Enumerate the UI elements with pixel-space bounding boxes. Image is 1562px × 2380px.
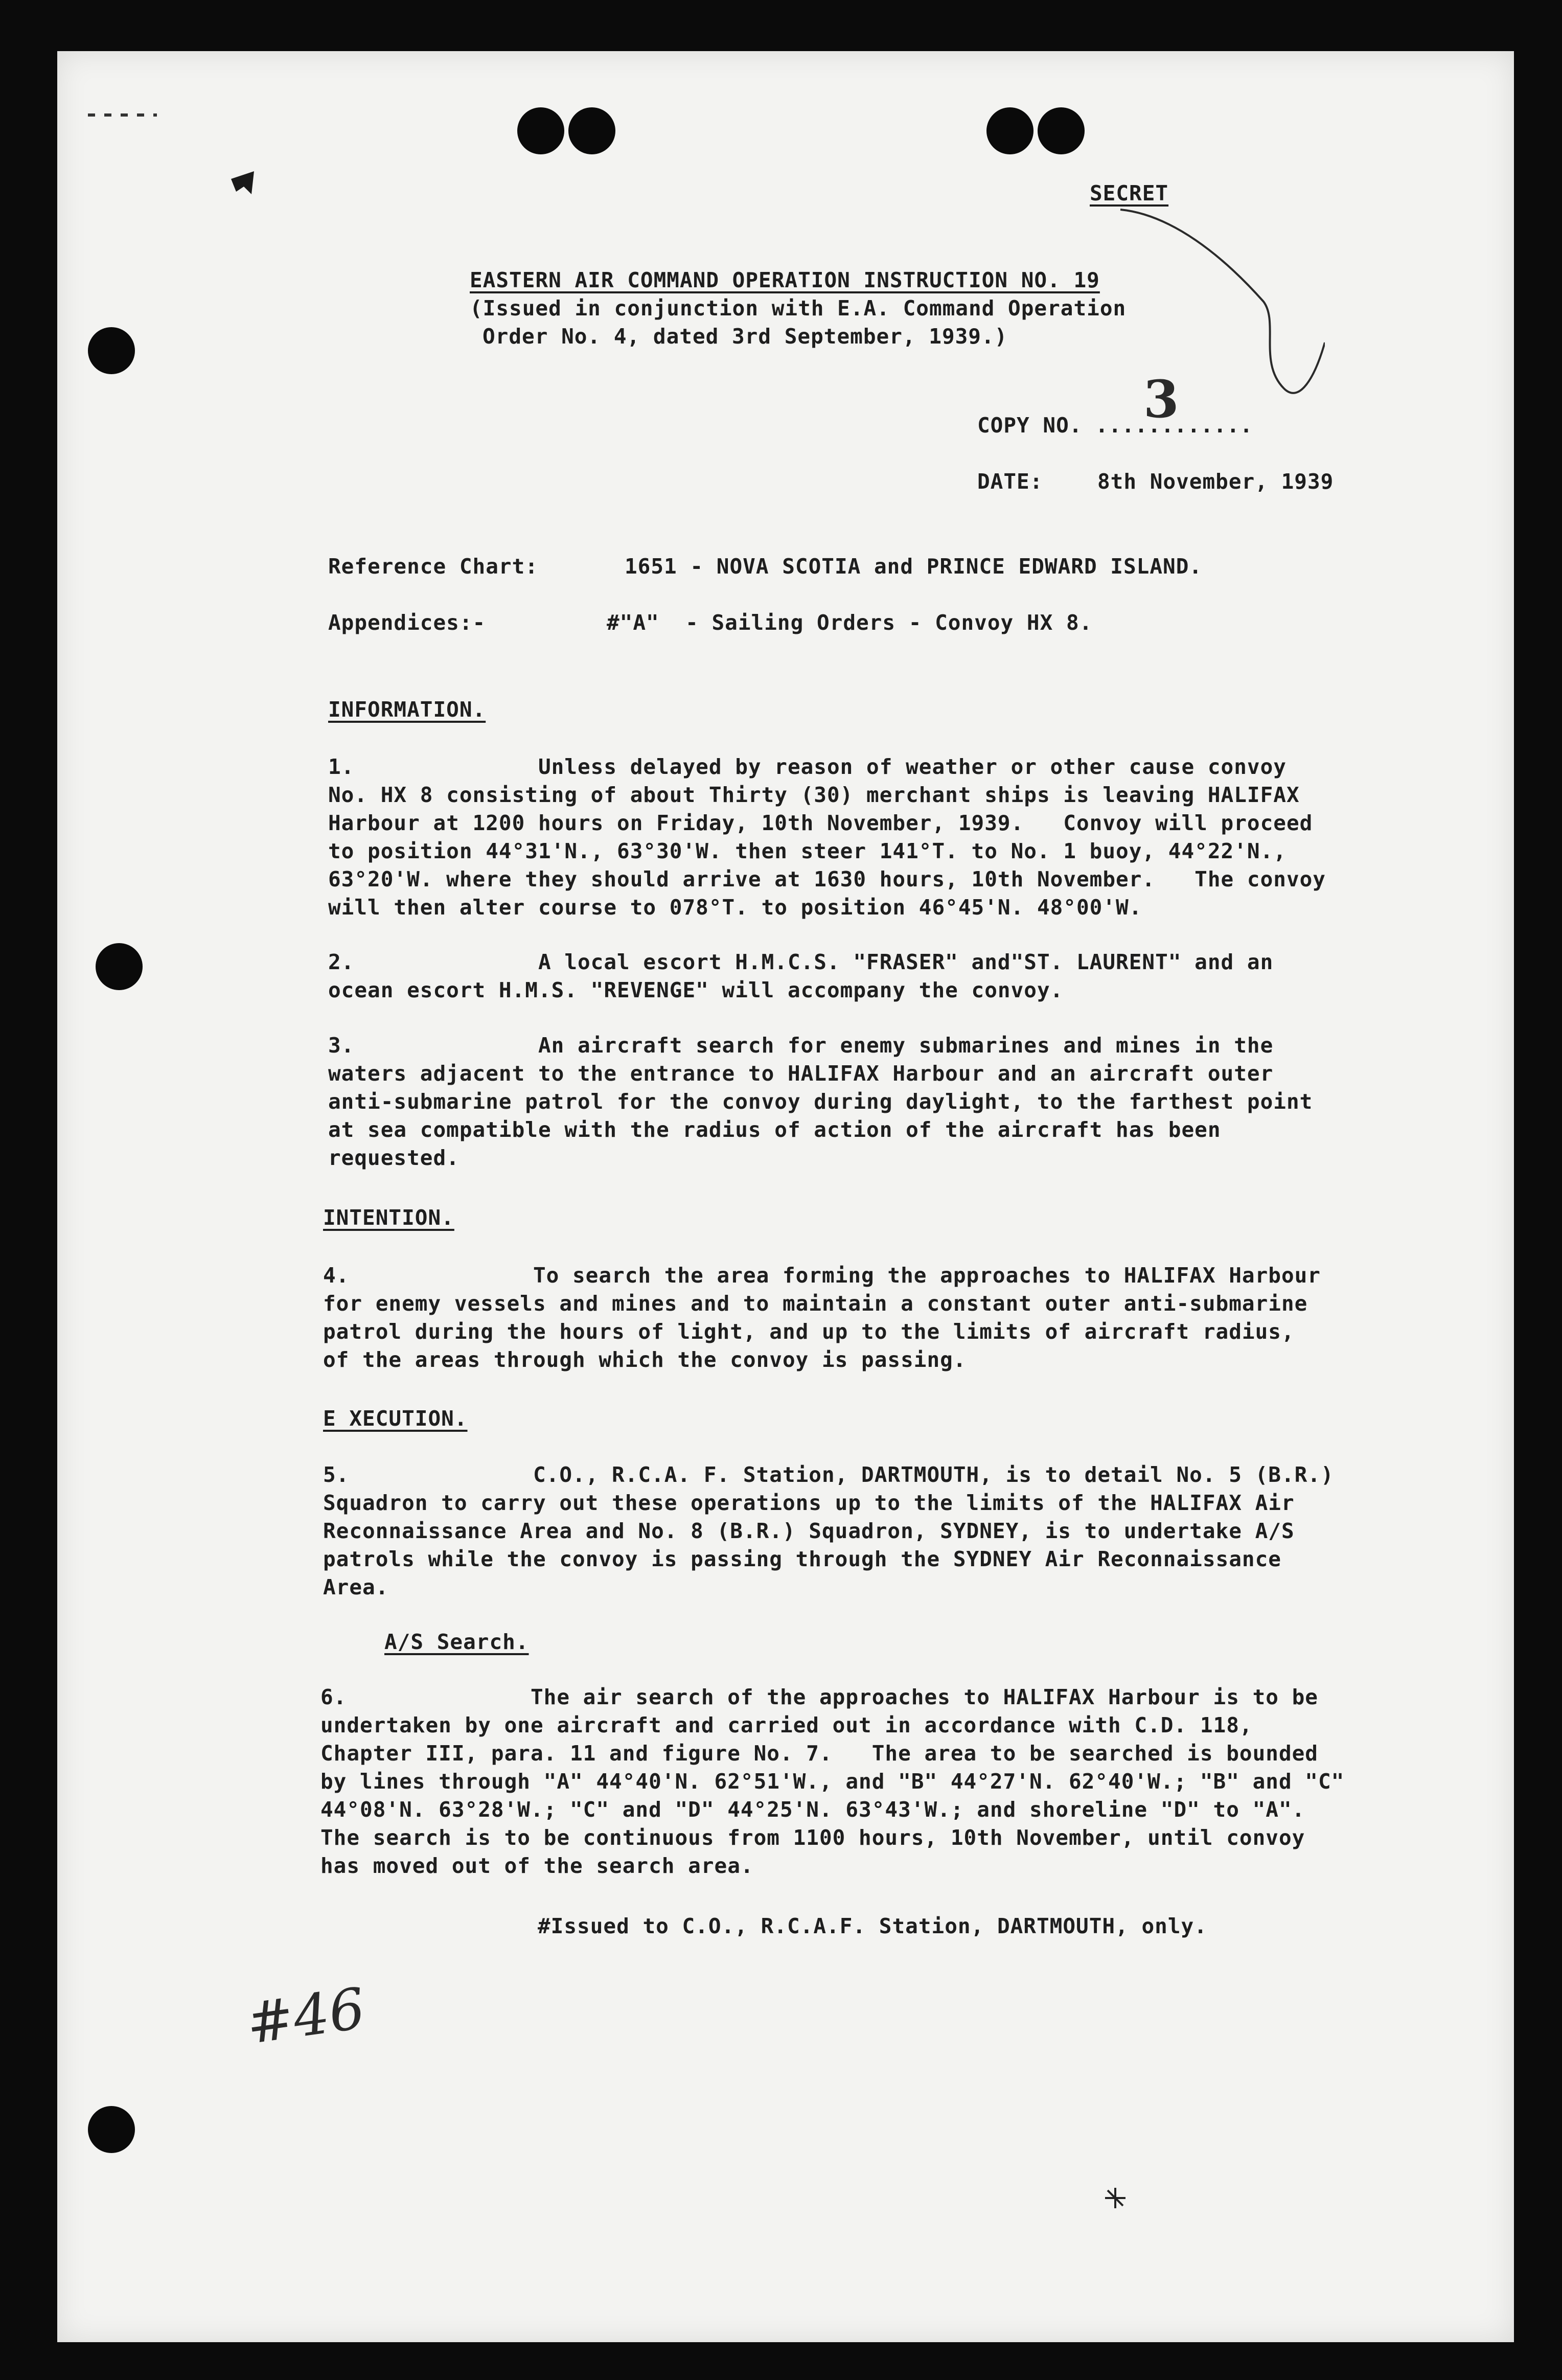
punch-hole — [1038, 107, 1085, 154]
paragraph-line: 6. The air search of the approaches to HALIFAX Harbour is to be — [320, 1685, 1318, 1709]
paragraph-line: ocean escort H.M.S. "REVENGE" will accompany the convoy. — [328, 978, 1064, 1002]
subsection-heading-as-search: A/S Search. — [384, 1630, 529, 1654]
document-title: EASTERN AIR COMMAND OPERATION INSTRUCTION NO. 19 — [470, 268, 1100, 292]
appendices-value: #"A" - Sailing Orders - Convoy HX 8. — [607, 610, 1093, 635]
paragraph-line: 3. An aircraft search for enemy submarines and mines in the — [328, 1033, 1274, 1058]
handwritten-loop-mark — [1110, 194, 1325, 424]
punch-hole — [88, 2106, 135, 2153]
paragraph-line: for enemy vessels and mines and to maintain a constant outer anti-submarine — [323, 1291, 1308, 1316]
document-subtitle-line: (Issued in conjunction with E.A. Command Operation — [470, 296, 1127, 321]
distribution-footnote: #Issued to C.O., R.C.A.F. Station, DARTMOUTH, only. — [538, 1914, 1207, 1938]
document-page — [57, 51, 1514, 2342]
scan-mark-dash — [85, 110, 162, 120]
document-subtitle-line: Order No. 4, dated 3rd September, 1939.) — [483, 324, 1008, 349]
reference-chart-value: 1651 - NOVA SCOTIA and PRINCE EDWARD ISLAND. — [625, 554, 1203, 579]
paragraph-line: 4. To search the area forming the approaches to HALIFAX Harbour — [323, 1263, 1321, 1288]
section-heading-execution: E XECUTION. — [323, 1406, 468, 1431]
section-heading-intention: INTENTION. — [323, 1205, 454, 1230]
paragraph-line: at sea compatible with the radius of action of the aircraft has been — [328, 1117, 1221, 1142]
paragraph-line: The search is to be continuous from 1100 hours, 10th November, until convoy — [320, 1825, 1305, 1850]
paragraph-line: 63°20'W. where they should arrive at 1630 hours, 10th November. The convoy — [328, 867, 1326, 891]
ink-speck-mark — [1100, 2183, 1131, 2213]
date-label: DATE: — [977, 469, 1043, 494]
classification-marking: SECRET — [1090, 181, 1169, 205]
paragraph-line: waters adjacent to the entrance to HALIFAX Harbour and an aircraft outer — [328, 1061, 1274, 1086]
paragraph-line: Squadron to carry out these operations up to the limits of the HALIFAX Air — [323, 1491, 1295, 1515]
paragraph-line: Area. — [323, 1575, 389, 1599]
handwritten-annotation: #46 — [242, 1975, 369, 2057]
paragraph-line: requested. — [328, 1146, 460, 1170]
paragraph-line: of the areas through which the convoy is passing. — [323, 1347, 967, 1372]
punch-hole — [517, 107, 564, 154]
paragraph-line: 5. C.O., R.C.A. F. Station, DARTMOUTH, is to detail No. 5 (B.R.) — [323, 1462, 1334, 1487]
paragraph-line: 1. Unless delayed by reason of weather or other cause convoy — [328, 754, 1287, 779]
paragraph-line: 44°08'N. 63°28'W.; "C" and "D" 44°25'N. 63°43'W.; and shoreline "D" to "A". — [320, 1797, 1305, 1822]
paragraph-line: patrols while the convoy is passing through the SYDNEY Air Reconnaissance — [323, 1547, 1281, 1571]
reference-chart-label: Reference Chart: — [328, 554, 538, 579]
punch-hole — [88, 327, 135, 374]
paragraph-line: anti-submarine patrol for the convoy during daylight, to the farthest point — [328, 1089, 1313, 1114]
paragraph-line: patrol during the hours of light, and up to the limits of aircraft radius, — [323, 1319, 1295, 1344]
paragraph-line: will then alter course to 078°T. to position 46°45'N. 48°00'W. — [328, 895, 1142, 920]
paragraph-line: has moved out of the search area. — [320, 1853, 754, 1878]
paragraph-line: Harbour at 1200 hours on Friday, 10th November, 1939. Convoy will proceed — [328, 811, 1313, 835]
paragraph-line: by lines through "A" 44°40'N. 62°51'W., and "B" 44°27'N. 62°40'W.; "B" and "C" — [320, 1769, 1345, 1794]
copy-number-handwritten: 3 — [1143, 369, 1179, 429]
paragraph-line: 2. A local escort H.M.C.S. "FRASER" and"ST. LAURENT" and an — [328, 950, 1274, 974]
paragraph-line: Chapter III, para. 11 and figure No. 7. The area to be searched is bounded — [320, 1741, 1318, 1766]
ink-blot-mark — [228, 169, 259, 199]
section-heading-information: INFORMATION. — [328, 697, 486, 722]
punch-hole — [986, 107, 1033, 154]
paragraph-line: undertaken by one aircraft and carried out in accordance with C.D. 118, — [320, 1713, 1253, 1737]
punch-hole — [568, 107, 615, 154]
paragraph-line: Reconnaissance Area and No. 8 (B.R.) Squadron, SYDNEY, is to undertake A/S — [323, 1519, 1295, 1543]
date-value: 8th November, 1939 — [1097, 469, 1334, 494]
paragraph-line: No. HX 8 consisting of about Thirty (30) merchant ships is leaving HALIFAX — [328, 783, 1300, 807]
copy-label: COPY NO. ............ — [977, 413, 1253, 438]
paragraph-line: to position 44°31'N., 63°30'W. then steer 141°T. to No. 1 buoy, 44°22'N., — [328, 839, 1287, 863]
appendices-label: Appendices:- — [328, 610, 486, 635]
punch-hole — [96, 943, 143, 990]
